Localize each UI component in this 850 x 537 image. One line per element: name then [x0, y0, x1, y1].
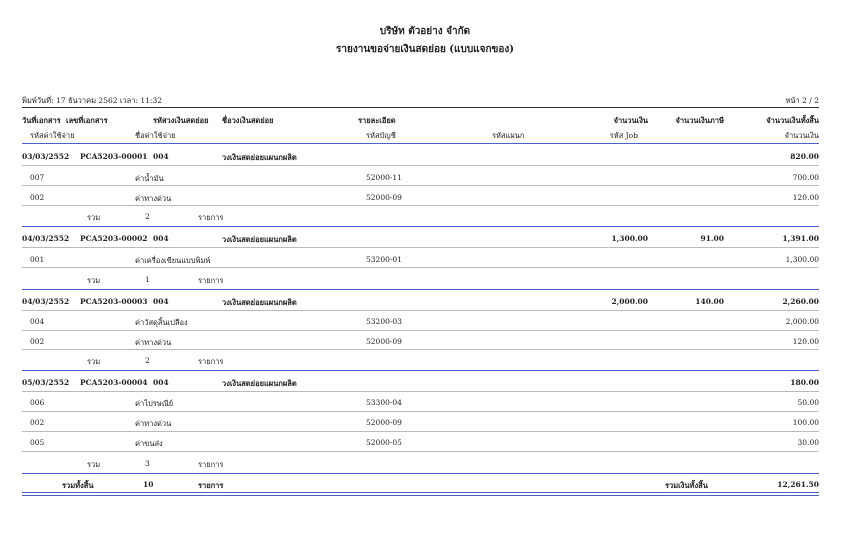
- summary-label: รวม: [87, 276, 101, 285]
- expense-name: ค่าน้ำมัน: [135, 174, 164, 183]
- expense-name: ค่าทางด่วน: [135, 338, 172, 347]
- row-divider: [22, 310, 819, 311]
- expense-name: ค่าขนส่ง: [135, 439, 163, 448]
- doc-date: 04/03/2552: [22, 297, 70, 306]
- doc-amount: 1,300.00: [611, 234, 648, 243]
- expense-code: 007: [30, 173, 45, 182]
- doc-total: 180.00: [790, 378, 819, 387]
- fund-name: วงเงินสดย่อยแผนกผลิต: [222, 379, 297, 388]
- col-header-amount: จำนวนเงิน: [613, 116, 648, 125]
- col-header-job: รหัส Job: [609, 131, 638, 140]
- row-divider: [22, 165, 819, 166]
- summary-count: 1: [145, 275, 150, 284]
- doc-number: PCA5203-00003: [80, 297, 148, 306]
- account-code: 53200-01: [366, 255, 402, 264]
- account-code: 52000-11: [366, 173, 402, 182]
- col-header-detail: รายละเอียด: [358, 116, 396, 125]
- doc-total: 1,391.00: [782, 234, 819, 243]
- col-header-fund-code: รหัสวงเงินสดย่อย: [153, 116, 209, 125]
- summary-label: รวม: [87, 357, 101, 366]
- grand-total-amount: 12,261.50: [777, 480, 819, 489]
- summary-label: รวม: [87, 460, 101, 469]
- doc-number: PCA5203-00002: [80, 234, 148, 243]
- grand-total-rule-top: [22, 492, 819, 493]
- account-code: 52000-05: [366, 438, 402, 447]
- print-info: พิมพ์วันที่: 17 ธันวาคม 2562 เวลา: 11:32: [22, 96, 163, 105]
- doc-total: 2,260.00: [782, 297, 819, 306]
- col-header-tax: จำนวนเงินภาษี: [675, 116, 724, 125]
- line-amount: 1,300.00: [785, 255, 819, 264]
- line-amount: 120.00: [792, 337, 819, 346]
- row-divider: [22, 267, 819, 268]
- col-header-dept: รหัสแผนก: [492, 131, 525, 140]
- expense-name: ค่าทางด่วน: [135, 194, 172, 203]
- summary-unit: รายการ: [198, 276, 224, 285]
- summary-count: 2: [145, 212, 150, 221]
- expense-name: ค่าวัสดุสิ้นเปลือง: [135, 318, 188, 327]
- summary-unit: รายการ: [198, 357, 224, 366]
- col-header-date: วันที่เอกสาร: [22, 116, 61, 125]
- page-info: หน้า 2 / 2: [785, 96, 819, 105]
- group-divider: [22, 289, 819, 290]
- doc-tax: 140.00: [695, 297, 724, 306]
- group-divider: [22, 370, 819, 371]
- fund-name: วงเงินสดย่อยแผนกผลิต: [222, 298, 297, 307]
- expense-code: 002: [30, 193, 45, 202]
- doc-date: 05/03/2552: [22, 378, 70, 387]
- account-code: 52000-09: [366, 193, 402, 202]
- col-header-fund-name: ชื่อวงเงินสดย่อย: [222, 116, 274, 125]
- col-header-line-amount: จำนวนเงิน: [784, 131, 819, 140]
- row-divider: [22, 451, 819, 452]
- group-divider: [22, 473, 819, 474]
- expense-code: 006: [30, 398, 45, 407]
- expense-code: 001: [30, 255, 45, 264]
- line-amount: 700.00: [792, 173, 819, 182]
- row-divider: [22, 411, 819, 412]
- line-amount: 2,000.00: [785, 317, 819, 326]
- expense-name: ค่าเครื่องเขียนแบบพิมพ์: [135, 256, 211, 265]
- expense-code: 005: [30, 438, 45, 447]
- fund-name: วงเงินสดย่อยแผนกผลิต: [222, 153, 297, 162]
- summary-count: 3: [145, 459, 150, 468]
- grand-total-rule-bottom: [22, 495, 819, 496]
- col-header-grand: จำนวนเงินทั้งสิ้น: [766, 116, 819, 125]
- grand-total-count: 10: [143, 480, 154, 489]
- line-amount: 50.00: [797, 398, 819, 407]
- col-header-expense-name: ชื่อค่าใช้จ่าย: [135, 131, 176, 140]
- company-name: บริษัท ตัวอย่าง จำกัด: [379, 26, 471, 37]
- row-divider: [22, 431, 819, 432]
- expense-code: 004: [30, 317, 45, 326]
- group-divider: [22, 226, 819, 227]
- doc-number: PCA5203-00004: [80, 378, 148, 387]
- fund-name: วงเงินสดย่อยแผนกผลิต: [222, 235, 297, 244]
- line-amount: 120.00: [792, 193, 819, 202]
- line-amount: 30.00: [797, 438, 819, 447]
- account-code: 53200-03: [366, 317, 402, 326]
- doc-number: PCA5203-00001: [80, 152, 148, 161]
- grand-total-unit: รายการ: [198, 481, 224, 490]
- expense-name: ค่าไปรษณีย์: [135, 399, 174, 408]
- doc-tax: 91.00: [700, 234, 724, 243]
- col-header-expense-code: รหัสค่าใช้จ่าย: [30, 131, 75, 140]
- account-code: 52000-09: [366, 418, 402, 427]
- header-bottom-rule: [22, 143, 819, 144]
- grand-total-label: รวมทั้งสิ้น: [62, 481, 94, 490]
- line-amount: 100.00: [792, 418, 819, 427]
- report-title: รายงานขอจ่ายเงินสดย่อย (แบบแจกของ): [336, 44, 514, 55]
- row-divider: [22, 330, 819, 331]
- col-header-doc-no: เลขที่เอกสาร: [66, 116, 108, 125]
- doc-date: 04/03/2552: [22, 234, 70, 243]
- row-divider: [22, 185, 819, 186]
- grand-total-amount-label: รวมเงินทั้งสิ้น: [665, 481, 708, 490]
- summary-count: 2: [145, 356, 150, 365]
- expense-code: 002: [30, 337, 45, 346]
- row-divider: [22, 205, 819, 206]
- expense-code: 002: [30, 418, 45, 427]
- summary-unit: รายการ: [198, 460, 224, 469]
- fund-code: 004: [153, 234, 169, 243]
- col-header-account: รหัสบัญชี: [366, 131, 396, 140]
- summary-unit: รายการ: [198, 213, 224, 222]
- account-code: 52000-09: [366, 337, 402, 346]
- header-top-rule: [22, 107, 819, 108]
- expense-name: ค่าทางด่วน: [135, 419, 172, 428]
- summary-label: รวม: [87, 213, 101, 222]
- fund-code: 004: [153, 378, 169, 387]
- doc-date: 03/03/2552: [22, 152, 70, 161]
- row-divider: [22, 247, 819, 248]
- fund-code: 004: [153, 152, 169, 161]
- doc-total: 820.00: [790, 152, 819, 161]
- row-divider: [22, 391, 819, 392]
- row-divider: [22, 349, 819, 350]
- fund-code: 004: [153, 297, 169, 306]
- doc-amount: 2,000.00: [611, 297, 648, 306]
- account-code: 53300-04: [366, 398, 402, 407]
